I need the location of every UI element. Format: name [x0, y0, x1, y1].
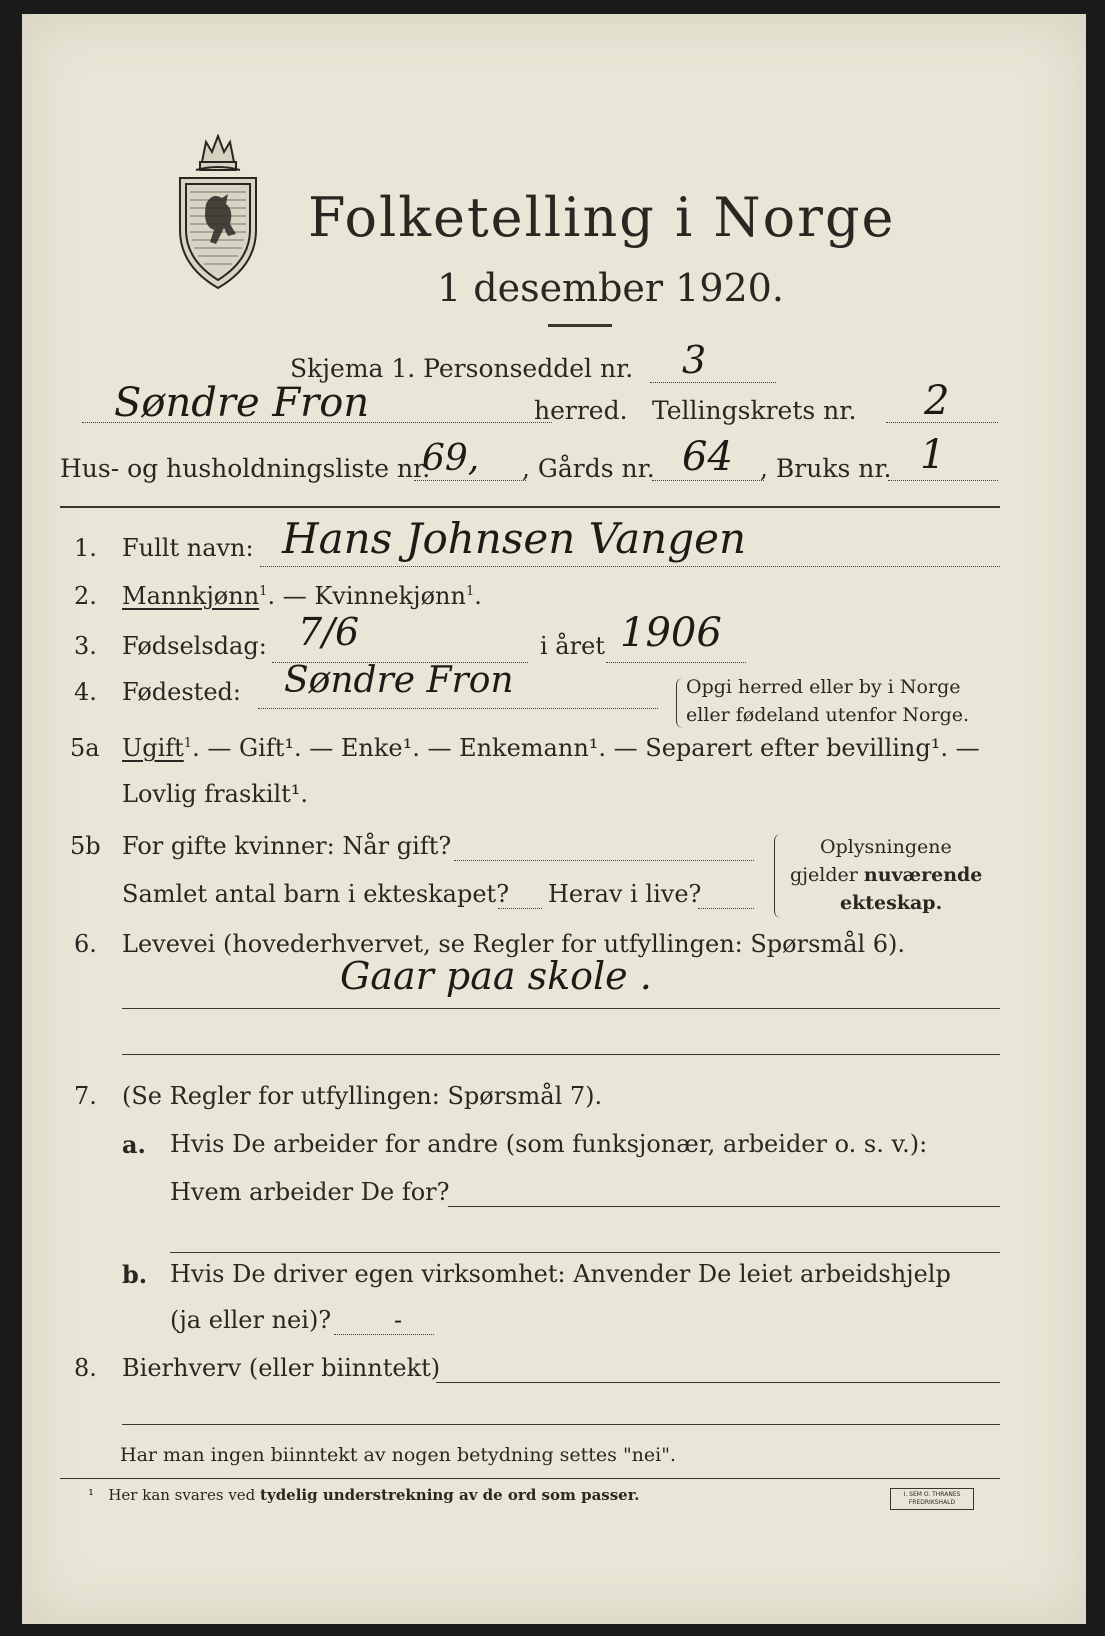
q6-number: 6.: [74, 930, 97, 958]
form-date: 1 desember 1920.: [437, 266, 784, 310]
q7a-line2: Hvem arbeider De for?: [170, 1178, 450, 1206]
q8-number: 8.: [74, 1354, 97, 1382]
footer-divider: [60, 1478, 1000, 1479]
hus-label: Hus- og husholdningsliste nr.: [60, 454, 431, 483]
census-form: [22, 14, 1086, 1624]
q7a-line: [448, 1206, 1000, 1207]
q6-label: Levevei (hovederhvervet, se Regler for utfyllingen: Spørsmål 6).: [122, 930, 906, 958]
q1-line: [260, 566, 1000, 567]
q5b-alive-line: [698, 908, 754, 909]
q8-line1: [436, 1382, 1000, 1383]
tellingskrets-label: Tellingskrets nr.: [652, 396, 857, 425]
footer-note: Har man ingen biinntekt av nogen betydning settes "nei".: [120, 1444, 677, 1466]
birthplace-value: Søndre Fron: [284, 660, 514, 701]
gender-male: Mannkjønn: [122, 582, 260, 610]
q6-line1: [122, 1008, 1000, 1009]
birth-year-value: 1906: [620, 610, 722, 656]
personseddel-line: [650, 382, 776, 383]
gards-label: , Gårds nr.: [522, 454, 655, 483]
printer-stamp: I. SEM O. THRANES FREDRIKSHALD: [890, 1488, 974, 1510]
q4-line: [258, 708, 658, 709]
personseddel-number: 3: [682, 338, 707, 382]
q7b-line: [334, 1334, 434, 1335]
q8-line2: [122, 1424, 1000, 1425]
schema-label: Skjema 1. Personseddel nr.: [290, 354, 634, 383]
q4-note-line2: eller fødeland utenfor Norge.: [686, 704, 970, 726]
title-divider: [548, 324, 612, 327]
norwegian-coat-of-arms-icon: [172, 134, 264, 294]
bruks-line: [888, 480, 998, 481]
q2-gender: Mannkjønn$^1$. — Kvinnekjønn$^1$.: [122, 582, 482, 610]
q5b-children-label: Samlet antal barn i ekteskapet?: [122, 880, 510, 908]
q4-label: Fødested:: [122, 678, 241, 706]
footnote: ¹ Her kan svares ved tydelig understrekning av de ord som passer.: [88, 1486, 640, 1504]
bruks-value: 1: [920, 432, 946, 478]
gards-line: [652, 480, 764, 481]
q7b-value: -: [394, 1306, 403, 1334]
header-divider: [60, 506, 1000, 508]
gender-female: Kvinnekjønn: [314, 582, 466, 610]
q8-label: Bierhverv (eller biinntekt): [122, 1354, 441, 1382]
q5b-note3: ekteskap.: [840, 892, 943, 914]
q5b-alive-label: Herav i live?: [548, 880, 702, 908]
form-title: Folketelling i Norge: [308, 186, 896, 249]
herred-label: herred.: [534, 396, 628, 425]
q5a-line2: Lovlig fraskilt¹.: [122, 780, 309, 808]
q7b-number: b.: [122, 1260, 148, 1289]
herred-value: Søndre Fron: [114, 380, 370, 426]
q1-label: Fullt navn:: [122, 534, 254, 562]
q4-brace: [676, 678, 683, 728]
q3-number: 3.: [74, 632, 97, 660]
birth-date-value: 7/6: [298, 610, 360, 654]
q7b-line2: (ja eller nei)?: [170, 1306, 332, 1334]
gender-separator: . —: [267, 582, 315, 610]
q7a-line-extra: [170, 1252, 1000, 1253]
q1-number: 1.: [74, 534, 97, 562]
marital-rest: . — Gift¹. — Enke¹. — Enkemann¹. — Separert efter bevilling¹. —: [192, 734, 980, 762]
q3-year-line: [606, 662, 746, 663]
q5b-line1: For gifte kvinner: Når gift?: [122, 832, 452, 860]
q5a-number: 5a: [70, 734, 100, 762]
q5b-children-line: [498, 908, 542, 909]
gards-value: 64: [682, 434, 733, 480]
q2-number: 2.: [74, 582, 97, 610]
bruks-label: , Bruks nr.: [760, 454, 892, 483]
q7a-number: a.: [122, 1130, 146, 1159]
full-name-value: Hans Johnsen Vangen: [282, 514, 747, 563]
q6-line2: [122, 1054, 1000, 1055]
q4-note-line1: Opgi herred eller by i Norge: [686, 676, 961, 698]
marital-ugift: Ugift: [122, 734, 184, 762]
q5b-number: 5b: [70, 832, 101, 860]
q7-label: (Se Regler for utfyllingen: Spørsmål 7).: [122, 1082, 603, 1110]
occupation-value: Gaar paa skole .: [340, 954, 652, 998]
q3-label: Fødselsdag:: [122, 632, 267, 660]
q4-number: 4.: [74, 678, 97, 706]
q5b-note1: Oplysningene: [820, 836, 952, 858]
q5b-brace: [774, 834, 781, 918]
tellingskrets-value: 2: [924, 378, 950, 424]
q3-year-label: i året: [540, 632, 605, 660]
q5b-note2: gjelder nuværende: [790, 864, 983, 886]
q7a-line1: Hvis De arbeider for andre (som funksjonær, arbeider o. s. v.):: [170, 1130, 928, 1158]
q7-number: 7.: [74, 1082, 97, 1110]
hus-value: 69,: [422, 438, 480, 479]
q5a-options: Ugift$^1$. — Gift¹. — Enke¹. — Enkemann¹. — Separert efter bevilling¹. —: [122, 734, 980, 762]
q7b-line1: Hvis De driver egen virksomhet: Anvender De leiet arbeidshjelp: [170, 1260, 951, 1288]
hus-line: [414, 480, 526, 481]
q5b-married-line: [454, 860, 754, 861]
